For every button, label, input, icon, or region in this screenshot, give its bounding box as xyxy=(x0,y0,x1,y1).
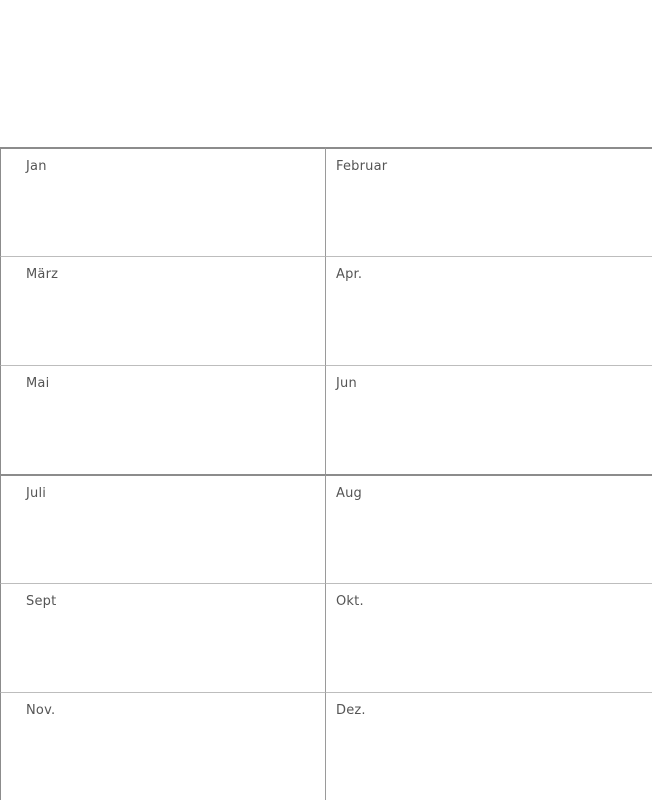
month-label: Okt. xyxy=(336,594,364,609)
month-cell-oct[interactable] xyxy=(326,583,652,692)
month-label: Jun xyxy=(336,376,357,391)
month-label: Mai xyxy=(26,376,50,391)
month-cell-jun[interactable] xyxy=(326,365,652,474)
month-grid xyxy=(0,147,652,800)
month-label: Sept xyxy=(26,594,57,609)
month-label: Nov. xyxy=(26,703,56,718)
month-label: Februar xyxy=(336,159,388,174)
month-label: März xyxy=(26,267,59,282)
month-cell-feb[interactable] xyxy=(326,147,652,256)
month-label: Apr. xyxy=(336,267,363,282)
month-label: Dez. xyxy=(336,703,366,718)
month-label: Juli xyxy=(26,486,47,501)
month-cell-aug[interactable] xyxy=(326,474,652,583)
month-cell-jul[interactable] xyxy=(0,474,326,583)
month-cell-jan[interactable] xyxy=(0,147,326,256)
month-label: Aug xyxy=(336,486,362,501)
month-cell-apr[interactable] xyxy=(326,256,652,365)
month-label: Jan xyxy=(26,159,47,174)
month-cell-dec[interactable] xyxy=(326,692,652,800)
month-cell-nov[interactable] xyxy=(0,692,326,800)
month-cell-sep[interactable] xyxy=(0,583,326,692)
month-cell-mar[interactable] xyxy=(0,256,326,365)
month-cell-may[interactable] xyxy=(0,365,326,474)
